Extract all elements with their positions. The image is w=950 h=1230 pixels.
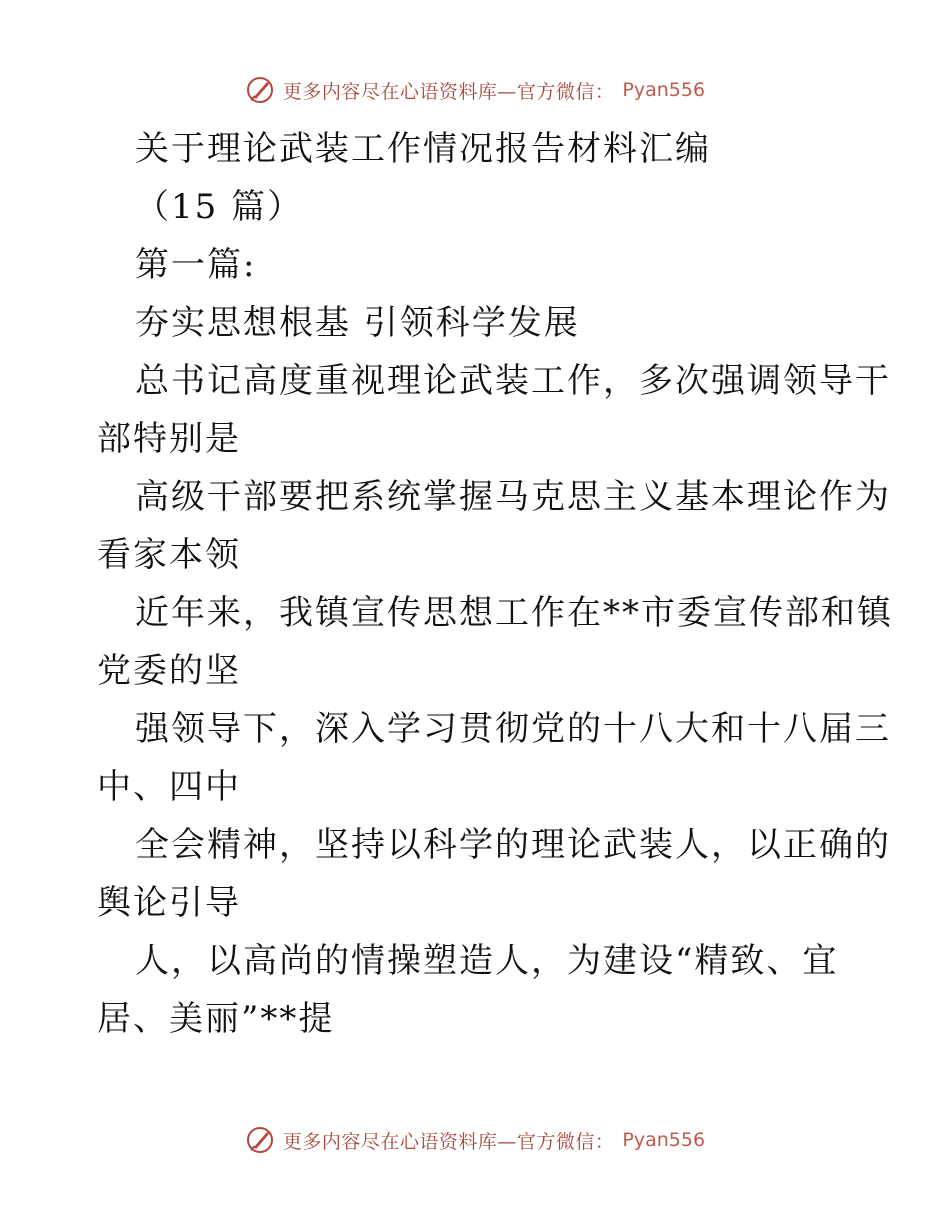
footer-watermark <box>0 1120 950 1160</box>
paragraph-line: 高级干部要把系统掌握马克思主义基本理论作为 <box>135 477 891 517</box>
paragraph-line: 看家本领 <box>97 535 241 575</box>
quill-pen-logo-icon <box>245 1125 275 1155</box>
paragraph-line: 部特别是 <box>97 419 241 459</box>
watermark-text: 更多内容尽在心语资料库—官方微信： <box>282 1130 615 1153</box>
paragraph-line: 舆论引导 <box>97 883 241 923</box>
paragraph-line: 人，以高尚的情操塑造人，为建设“精致、宜 <box>135 941 839 981</box>
paragraph-line: 中、四中 <box>97 767 241 807</box>
header-watermark <box>0 70 950 110</box>
quill-pen-logo-icon <box>245 75 275 105</box>
document-title: 关于理论武装工作情况报告材料汇编 <box>135 129 711 169</box>
watermark-contact: Pyan556 <box>622 79 706 101</box>
watermark-text: 更多内容尽在心语资料库—官方微信： <box>282 80 615 103</box>
paragraph-line: 近年来，我镇宣传思想工作在**市委宣传部和镇 <box>135 593 893 633</box>
document-subtitle: （15 篇） <box>135 187 304 227</box>
paragraph-line: 强领导下，深入学习贯彻党的十八大和十八届三 <box>135 709 891 749</box>
section-title: 夯实思想根基 引领科学发展 <box>135 303 580 343</box>
paragraph-line: 全会精神，坚持以科学的理论武装人，以正确的 <box>135 825 891 865</box>
document-body <box>97 120 893 1048</box>
paragraph-line: 居、美丽”**提 <box>97 999 335 1039</box>
paragraph-line: 总书记高度重视理论武装工作，多次强调领导干 <box>135 361 891 401</box>
watermark-contact: Pyan556 <box>622 1129 706 1151</box>
chapter-heading: 第一篇: <box>135 245 257 285</box>
paragraph-line: 党委的坚 <box>97 651 241 691</box>
